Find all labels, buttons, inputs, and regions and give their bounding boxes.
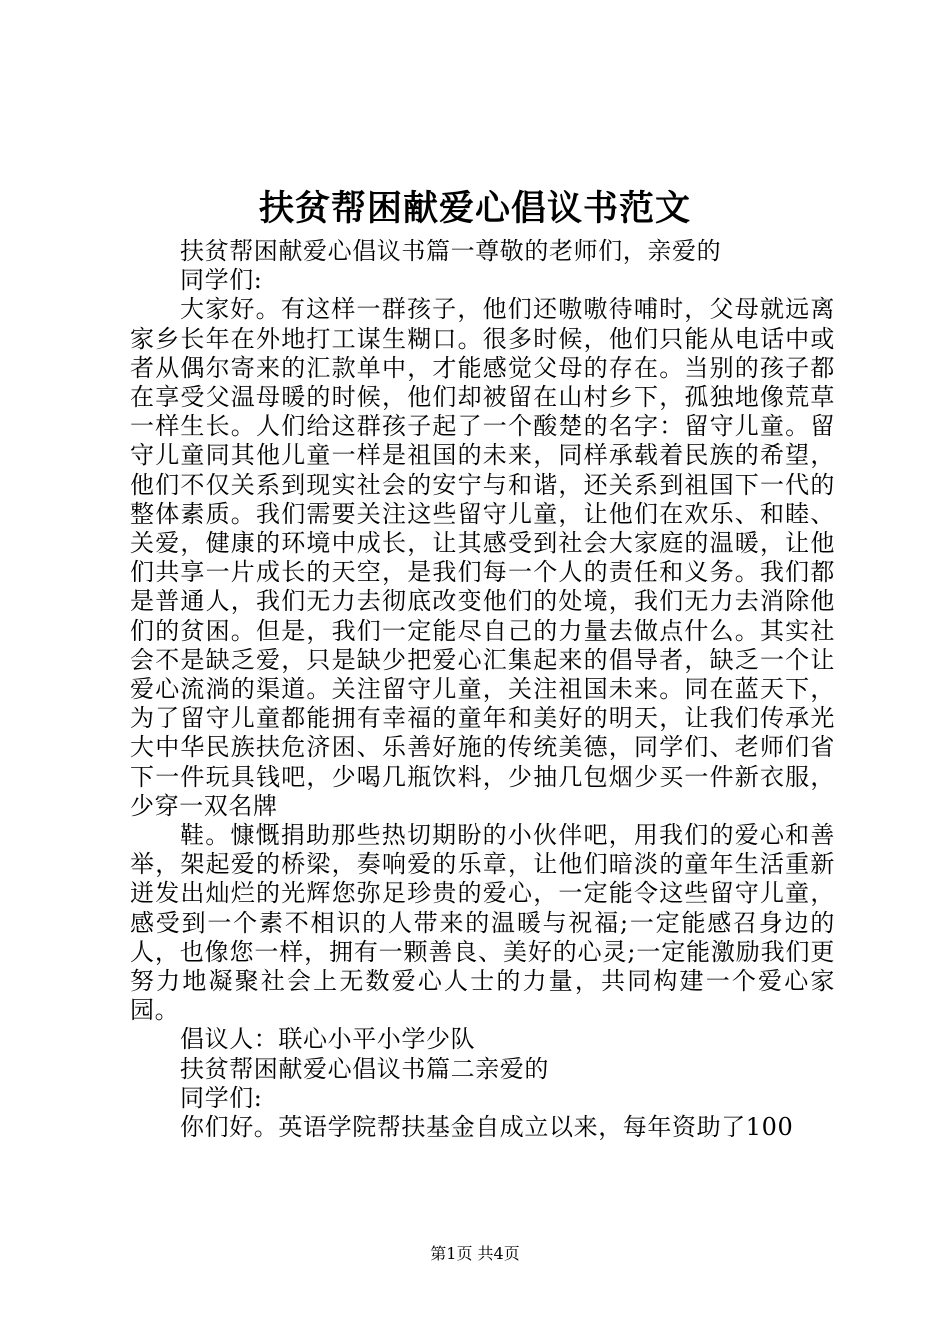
document-body bbox=[130, 237, 835, 1142]
paragraph-section-2-intro: 扶贫帮困献爱心倡议书篇二亲爱的 bbox=[180, 1054, 549, 1083]
paragraph-body-1: 大家好。有这样一群孩子，他们还嗷嗷待哺时，父母就远离家乡长年在外地打工谋生糊口。很多时候，他们只能从电话中或者从偶尔寄来的汇款单中，才能感觉父母的存在。当别的孩子都在享受父温母暖的时候，他们却被留在山村乡下，孤独地像荒草一样生长。人们给这群孩子起了一个酸楚的名字：留守儿童。留守儿童同其他儿童一样是祖国的未来，同样承载着民族的希望，他们不仅关系到现实社会的安宁与和谐，还关系到祖国下一代的整体素质。我们需要关注这些留守儿童，让他们在欢乐、和睦、关爱，健康的环境中成长，让其感受到社会大家庭的温暖，让他们共享一片成长的天空，是我们每一个人的责任和义务。我们都是普通人，我们无力去彻底改变他们的处境，我们无力去消除他们的贫困。但是，我们一定能尽自己的力量去做点什么。其实社会不是缺乏爱，只是缺少把爱心汇集起来的倡导者，缺乏一个让爱心流淌的渠道。关注留守儿童，关注祖国未来。同在蓝天下，为了留守儿童都能拥有幸福的童年和美好的明天，让我们传承光大中华民族扶危济困、乐善好施的传统美德，同学们、老师们省下一件玩具钱吧，少喝几瓶饮料，少抽几包烟少买一件新衣服，少穿一双名牌 bbox=[130, 295, 835, 820]
paragraph-body-2: 鞋。慷慨捐助那些热切期盼的小伙伴吧，用我们的爱心和善举，架起爱的桥梁，奏响爱的乐章，让他们暗淡的童年生活重新迸发出灿烂的光辉您弥足珍贵的爱心，一定能令这些留守儿童，感受到一个素不相识的人带来的温暖与祝福;一定能感召身边的人，也像您一样，拥有一颗善良、美好的心灵;一定能激励我们更努力地凝聚社会上无数爱心人士的力量，共同构建一个爱心家园。 bbox=[130, 821, 835, 1025]
salutation-2: 同学们: bbox=[180, 1083, 263, 1112]
document-title: 扶贫帮困献爱心倡议书范文 bbox=[258, 188, 691, 229]
signature-line: 倡议人：联心小平小学少队 bbox=[180, 1025, 476, 1054]
salutation: 同学们: bbox=[180, 266, 263, 295]
paragraph-body-3: 你们好。英语学院帮扶基金自成立以来，每年资助了100 bbox=[180, 1113, 794, 1142]
paragraph-intro: 扶贫帮困献爱心倡议书篇一尊敬的老师们，亲爱的 bbox=[180, 237, 722, 265]
page-footer: 第1页 共4页 bbox=[430, 1244, 520, 1263]
